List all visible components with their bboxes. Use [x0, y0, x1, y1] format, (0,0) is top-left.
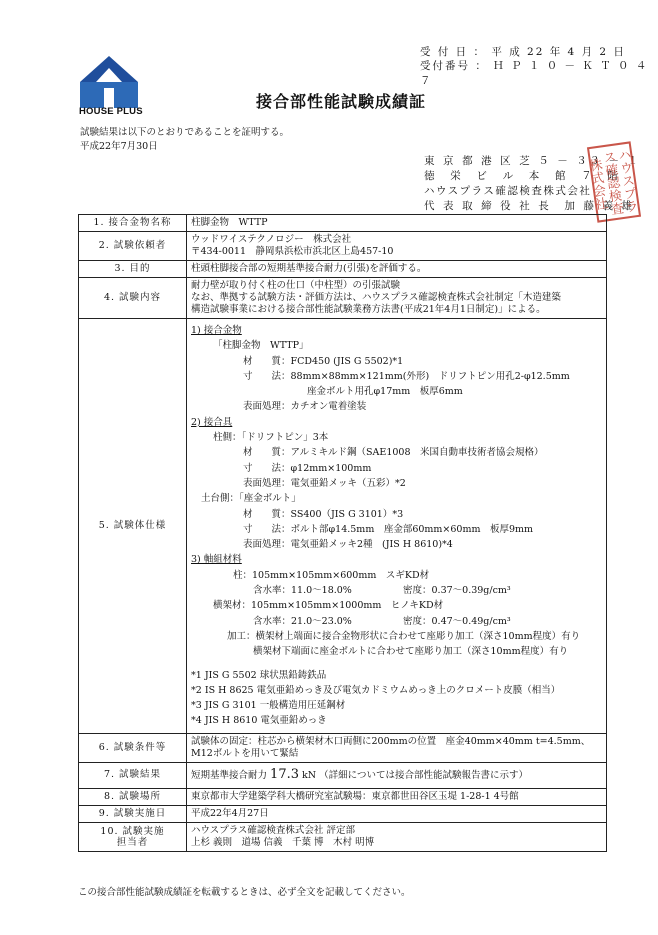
row-value: 柱頭柱脚接合部の短期基準接合耐力(引張)を評価する。	[187, 261, 607, 278]
spec-line	[191, 614, 602, 629]
spec-line: 表面処理：電気亜鉛メッキ（五彩）*2	[243, 477, 406, 489]
spec-line: 加工：横架材上端面に接合金物形状に合わせて座彫り加工（深さ10mm程度）有り	[227, 630, 581, 642]
spec-line: 材 質：SS400（JIS G 3101）*3	[243, 508, 404, 520]
label-line: 担当者	[116, 836, 149, 848]
table-row	[79, 232, 607, 261]
row-value	[187, 232, 607, 261]
result-prefix: 短期基準接合耐力	[191, 769, 268, 781]
condition-line: 試験体の固定：柱芯から横架材木口両側に200mmの位置 座金40mm×40mm t=4.5mm、	[191, 735, 591, 747]
logo-text: HOUSE PLUS	[79, 106, 143, 117]
row-value	[187, 319, 607, 734]
issuer-address: 東 京 都 港 区 芝 ５ － ３３ － １	[424, 155, 641, 167]
moisture: 含水率：11.0～18.0%	[253, 585, 352, 597]
section-heading: 3) 軸組材料	[191, 554, 242, 566]
row-label: 8. 試験場所	[79, 788, 187, 805]
table-row	[79, 261, 607, 278]
table-row	[79, 822, 607, 851]
spec-line: 材 質：アルミキルド鋼（SAE1008 米国自動車技術者協会規格）	[243, 447, 544, 459]
footnote: *2 IS H 8625 電気亜鉛めっき及び電気カドミウムめっき上のクロメート皮膜（相当）	[191, 684, 561, 696]
moisture: 含水率：21.0～23.0%	[253, 615, 352, 627]
row-label: 2. 試験依頼者	[79, 232, 187, 261]
client-address: 〒434-0011 静岡県浜松市浜北区上島457-10	[191, 246, 394, 257]
table-row	[79, 733, 607, 762]
table-row	[79, 788, 607, 805]
footnote: *3 JIS G 3101 一般構造用圧延鋼材	[191, 700, 346, 712]
result-value: 17.3	[270, 766, 299, 782]
content-line: 耐力壁が取り付く柱の仕口（中柱型）の引張試験	[191, 280, 401, 291]
content-line: なお、準拠する試験方法・評価方法は、ハウスプラス確認検査株式会社制定「木造建築	[191, 292, 561, 303]
page-title: 接合部性能試験成績証	[256, 92, 427, 111]
row-label: 5. 試験体仕様	[79, 319, 187, 734]
content-line: 構造試験事業における接合部性能試験業務方法書(平成21年4月1日制定)」による。	[191, 304, 546, 315]
table-row	[79, 278, 607, 319]
row-label: 3. 目的	[79, 261, 187, 278]
spec-line: 寸 法：ボルト部φ14.5mm 座金部60mm×60mm 板厚9mm	[243, 523, 534, 535]
spec-line	[191, 583, 602, 598]
label-line: 10. 試験実施	[100, 825, 165, 837]
spec-table	[78, 214, 607, 852]
section-heading: 1) 接合金物	[191, 325, 242, 336]
staff-dept: ハウスプラス確認検査株式会社 評定部	[191, 824, 355, 836]
spec-line: 横架材下端面に座金ボルトに合わせて座彫り加工（深さ10mm程度）有り	[253, 646, 569, 658]
table-row	[79, 215, 607, 232]
spec-line: 表面処理：カチオン電着塗装	[243, 401, 367, 413]
spec-line: 横架材：105mm×105mm×1000mm ヒノキKD材	[213, 600, 444, 612]
result-suffix: （詳細については接合部性能試験報告書に示す）	[319, 769, 528, 781]
row-label	[79, 822, 187, 851]
row-value	[187, 278, 607, 319]
spec-line: 表面処理：電気亜鉛メッキ2種 (JIS H 8610)*4	[243, 539, 453, 551]
issuer-building: 徳 栄 ビ ル 本 館 ７ 階	[424, 170, 621, 182]
section-heading: 2) 接合具	[191, 416, 233, 428]
spec-line: 座金ボルト用孔φ17mm 板厚6mm	[307, 386, 463, 398]
row-label: 6. 試験条件等	[79, 733, 187, 762]
row-value: 柱脚金物 WTTP	[187, 215, 607, 232]
row-value	[187, 822, 607, 851]
row-label: 1. 接合金物名称	[79, 215, 187, 232]
condition-line: M12ボルトを用いて緊結	[191, 747, 299, 759]
spec-line: 材 質：FCD450 (JIS G 5502)*1	[243, 355, 404, 367]
spec-line: 柱側：「ドリフトピン」3本	[213, 432, 329, 444]
row-value	[187, 762, 607, 788]
density: 密度：0.37～0.39g/cm³	[403, 585, 511, 597]
received-date: 受 付 日 ： 平 成 22 年 4 月 2 日	[420, 46, 626, 58]
row-label: 9. 試験実施日	[79, 805, 187, 822]
spec-line: 寸 法：φ12mm×100mm	[243, 462, 372, 474]
spec-line: 「柱脚金物 WTTP」	[213, 340, 309, 352]
table-row	[79, 319, 607, 734]
spec-line: 土台側：「座金ボルト」	[201, 493, 301, 505]
certify-text: 試験結果は以下のとおりであることを証明する。	[80, 127, 290, 138]
issue-date: 平成22年7月30日	[80, 141, 158, 152]
row-value	[187, 733, 607, 762]
table-row	[79, 762, 607, 788]
footnote: *4 JIS H 8610 電気亜鉛めっき	[191, 715, 327, 727]
row-value: 東京都市大学建築学科大橋研究室試験場：東京都世田谷区玉堤 1-28-1 4号館	[187, 788, 607, 805]
issuer-company: ハウスプラス確認検査株式会社	[424, 185, 592, 197]
received-number: 受付番号 ： Ｈ Ｐ １ ０ － Ｋ Ｔ ０ ４ ７	[420, 60, 649, 87]
company-seal-stamp: ハウスプラス確認検査株式会社	[587, 141, 641, 222]
spec-line: 寸 法：88mm×88mm×121mm(外形) ドリフトピン用孔2-φ12.5mm	[243, 370, 570, 382]
staff-names: 上杉 義則 道場 信義 千葉 博 木村 明博	[191, 836, 375, 848]
result-unit: kN	[302, 769, 317, 781]
footnote: *1 JIS G 5502 球状黒鉛鋳鉄品	[191, 669, 327, 681]
table-row	[79, 805, 607, 822]
row-label: 4. 試験内容	[79, 278, 187, 319]
spec-line: 柱：105mm×105mm×600mm スギKD材	[233, 569, 430, 581]
issuer-representative: 代 表 取 締 役 社 長 加 藤 義 雄	[424, 200, 635, 212]
row-label: 7. 試験結果	[79, 762, 187, 788]
footer-note: この接合部性能試験成績証を転載するときは、必ず全文を記載してください。	[78, 887, 411, 898]
client-name: ウッドワイステクノロジー 株式会社	[191, 234, 352, 245]
density: 密度：0.47～0.49g/cm³	[403, 615, 511, 627]
row-value: 平成22年4月27日	[187, 805, 607, 822]
